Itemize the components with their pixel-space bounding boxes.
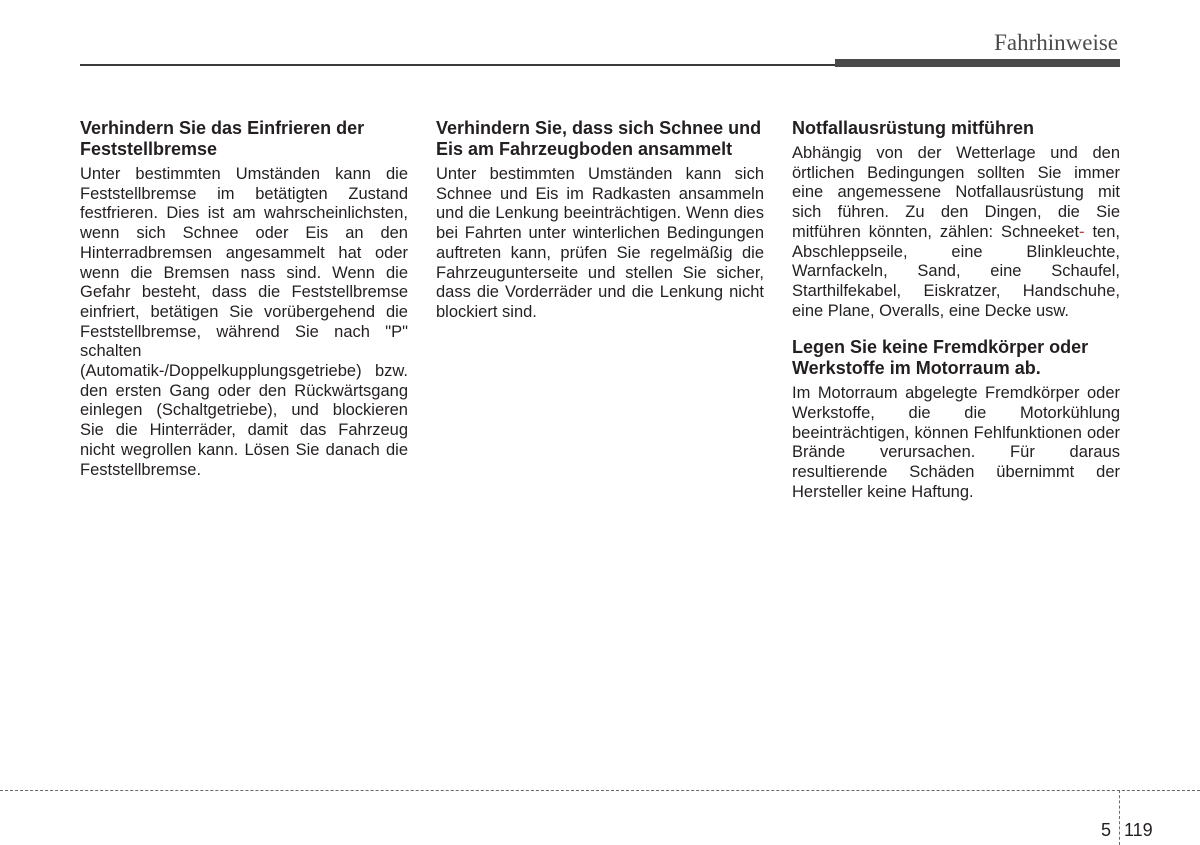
footer-divider bbox=[1119, 790, 1120, 845]
hyphen-mark: - bbox=[1079, 222, 1085, 241]
section-heading: Verhindern Sie das Einfrieren der Feststellbremse bbox=[80, 118, 365, 159]
column-left bbox=[80, 118, 408, 480]
section-heading: Verhindern Sie, dass sich Schnee und Eis am Fahrzeugboden ansammelt bbox=[436, 118, 762, 159]
section-body: Im Motorraum abgelegte Fremdkörper oder Werkstoffe, die die Motorkühlung beeinträchtigen, können Fehlfunktionen oder Brände verursachen. Für daraus resultierende Schäden übernimmt der Hersteller keine Haftung. bbox=[792, 384, 1120, 501]
section-parking-brake-freeze bbox=[80, 118, 408, 480]
chapter-number: 5 bbox=[1101, 820, 1112, 840]
column-right bbox=[792, 118, 1120, 503]
footer-rule bbox=[0, 790, 1200, 791]
section-title: Fahrhinweise bbox=[994, 30, 1118, 55]
header-accent-bar bbox=[835, 59, 1120, 67]
section-emergency-equipment bbox=[792, 118, 1120, 321]
section-heading: Legen Sie keine Fremdkörper oder Werkstoffe im Motorraum ab. bbox=[792, 337, 1089, 379]
section-body-part1: Abhängig von der Wetterlage und den örtlichen Bedingungen sollten Sie immer eine angemessene Notfallausrüstung mit sich führen. Zu den Dingen, die Sie mitführen könnten, zählen: Schneeket bbox=[792, 144, 1120, 241]
column-middle bbox=[436, 118, 764, 323]
section-body-part2: ten, Abschleppseile, eine Blinkleuchte, Warnfackeln, Sand, eine Schaufel, Starthilfekabel, Eiskratzer, Handschuhe, eine Plane, Overalls, eine Decke usw. bbox=[792, 222, 1120, 320]
page-number: 119 bbox=[1124, 820, 1153, 840]
section-body bbox=[792, 144, 1120, 321]
section-body: Unter bestimmten Umständen kann sich Schnee und Eis im Radkasten ansammeln und die Lenkung beeinträchtigen. Wenn dies bei Fahrten unter winterlichen Bedingungen auftreten kann, prüfen Sie regelmäßig die Fahrzeugunterseite und stellen Sie sicher, dass die Vorderräder und die Lenkung nicht blockiert sind. bbox=[436, 165, 764, 321]
header-rule bbox=[80, 64, 840, 66]
section-body: Unter bestimmten Umständen kann die Feststellbremse im betätigten Zustand festfrieren. Dies ist am wahrscheinlichsten, wenn sich Schnee oder Eis an den Hinterradbremsen angesammelt hat oder wenn die Bremsen nass sind. Wenn die Gefahr besteht, dass die Feststellbremse einfriert, betätigen Sie vorübergehend die Feststellbremse, während Sie nach "P" schalten (Automatik-/Doppelkupplungsgetriebe) bzw. den ersten Gang oder den Rückwärtsgang einlegen (Schaltgetriebe), und blockieren Sie die Hinterräder, damit das Fahrzeug nicht wegrollen kann. Lösen Sie danach die Feststellbremse. bbox=[80, 165, 408, 479]
section-heading: Notfallausrüstung mitführen bbox=[792, 118, 1034, 138]
section-engine-compartment bbox=[792, 337, 1120, 502]
section-snow-ice-underbody bbox=[436, 118, 764, 323]
